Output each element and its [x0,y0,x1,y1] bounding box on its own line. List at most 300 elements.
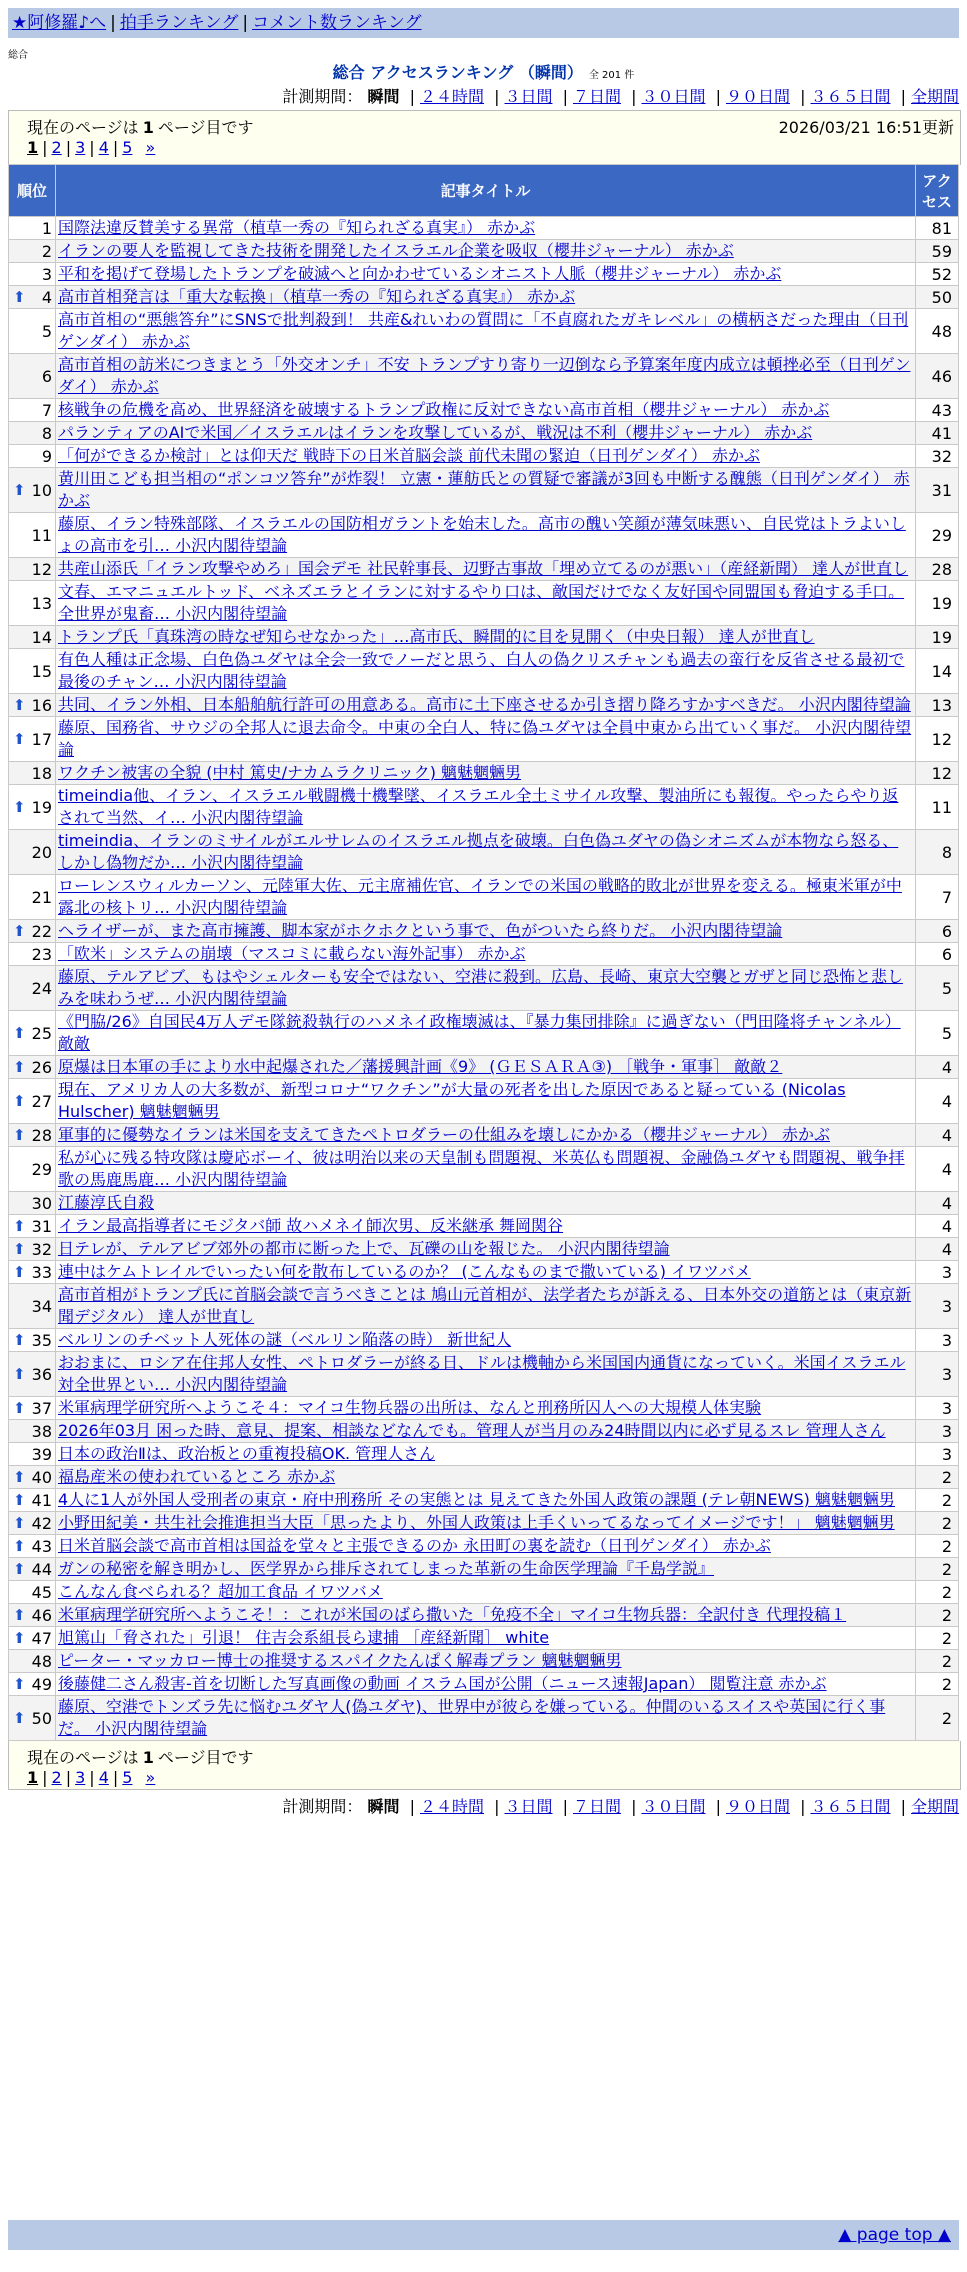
rank-up-arrow-icon: ⬆ [13,1674,26,1693]
rank-cell [9,468,56,513]
article-title-link[interactable]: 平和を掲げて登場したトランプを破滅へと向かわせているシオニスト人脈（櫻井ジャーナル） 赤かぶ [58,264,782,283]
title-cell [56,1558,916,1581]
period-label-bottom: 計測期間： [282,1797,363,1816]
rank-cell [9,399,56,422]
access-count: 3 [916,1352,959,1397]
access-count: 43 [916,399,959,422]
rank-number: 13 [31,593,52,613]
access-count: 4 [916,1124,959,1147]
article-title-link[interactable]: 藤原、空港でトンズラ先に悩むユダヤ人(偽ユダヤ)、世界中が彼らを嫌っている。仲間のいるスイスや英国に行く事だ。 小沢内閣待望論 [58,1697,886,1738]
article-title-link[interactable]: 共産山添氏「イラン攻撃やめろ」国会デモ 社民幹事長、辺野古事故「埋め立てるのが悪い」（産経新聞） 達人が世直し [58,559,909,578]
access-count: 12 [916,717,959,762]
rank-cell [9,1215,56,1238]
access-count: 4 [916,1215,959,1238]
access-count: 2 [916,1627,959,1650]
table-row [9,286,959,309]
article-title-link[interactable]: 現在、アメリカ人の大多数が、新型コロナ“ワクチン”が大量の死者を出した原因であると疑っている (Nicolas Hulscher) 魑魅魍魎男 [58,1080,846,1121]
rank-number: 28 [31,1125,52,1145]
table-row [9,445,959,468]
rank-cell [9,354,56,399]
access-count: 4 [916,1147,959,1192]
rank-cell [9,1489,56,1512]
rank-number: 39 [31,1444,52,1464]
rank-cell [9,1284,56,1329]
rank-number: 33 [31,1262,52,1282]
period-3d-link-bottom[interactable]: ３日間 [504,1797,553,1816]
rank-cell [9,1696,56,1741]
table-row [9,581,959,626]
comment-ranking-link[interactable]: コメント数ランキング [252,13,422,33]
article-title-link[interactable]: 核戦争の危機を高め、世界経済を破壊するトランプ政権に反対できない高市首相（櫻井ジャーナル） 赤かぶ [58,400,830,419]
article-title-link[interactable]: 軍事的に優勢なイランは米国を支えてきたペトロダラーの仕組みを壊しにかかる（櫻井ジャーナル） 赤かぶ [58,1125,830,1144]
title-cell [56,1352,916,1397]
title-cell [56,1397,916,1420]
access-count: 7 [916,875,959,920]
rank-number: 6 [41,366,52,386]
article-title-link[interactable]: 小野田紀美・共生社会推進担当大臣「思ったより、外国人政策は上手くいってるなってイメージです！」 魑魅魍魎男 [58,1513,895,1532]
period-3d-link[interactable]: ３日間 [504,87,553,106]
rank-cell [9,1079,56,1124]
article-title-link[interactable]: 米軍病理学研究所へようこそ！：これが米国のばら撒いた「免疫不全」マイコ生物兵器：全訳付き 代理投稿１ [58,1605,847,1624]
asyura-home-link[interactable]: ★阿修羅♪へ [12,13,107,33]
article-title-link[interactable]: ピーター・マッカロー博士の推奨するスパイクたんぱく解毒プラン 魑魅魍魎男 [58,1651,622,1670]
article-title-link[interactable]: 「何ができるか検討」とは仰天だ 戦時下の日米首脳会談 前代未聞の緊迫（日刊ゲンダイ） 赤かぶ [58,446,760,465]
title-cell [56,875,916,920]
table-row [9,1079,959,1124]
rank-up-arrow-icon: ⬆ [13,1216,26,1235]
article-title-link[interactable]: 福島産米の使われているところ 赤かぶ [58,1467,336,1486]
title-cell [56,422,916,445]
period-24h-link-bottom[interactable]: ２４時間 [419,1797,484,1816]
table-row [9,830,959,875]
rank-up-arrow-icon: ⬆ [13,287,26,306]
table-row [9,263,959,286]
access-count: 4 [916,1056,959,1079]
rank-number: 27 [31,1091,52,1111]
page-link-4-bottom[interactable]: 4 [98,1768,109,1787]
period-30d-link-bottom[interactable]: ３０日間 [641,1797,706,1816]
title-cell [56,1512,916,1535]
article-title-link[interactable]: ガンの秘密を解き明かし、医学界から排斥されてしまった革新の生命医学理論『千島学説』 [58,1559,715,1578]
title-cell [56,1650,916,1673]
rank-up-arrow-icon: ⬆ [13,1628,26,1647]
rank-cell [9,422,56,445]
title-cell [56,1011,916,1056]
title-cell [56,399,916,422]
rank-cell [9,920,56,943]
rank-up-arrow-icon: ⬆ [13,797,26,816]
rank-cell [9,1238,56,1261]
access-count: 3 [916,1284,959,1329]
title-cell [56,1466,916,1489]
rank-up-arrow-icon: ⬆ [13,921,26,940]
rank-cell [9,1673,56,1696]
rank-number: 46 [31,1605,52,1625]
table-row [9,422,959,445]
pager-top [8,110,961,165]
table-row [9,1650,959,1673]
rank-number: 22 [31,921,52,941]
page-link-3[interactable]: 3 [75,138,86,157]
table-row [9,1329,959,1352]
rank-number: 12 [31,559,52,579]
title-cell [56,1489,916,1512]
title-cell [56,920,916,943]
article-title-link[interactable]: 高市首相がトランプ氏に首脳会談で言うべきことは 鳩山元首相が、法学者たちが訴える、日本外交の道筋とは（東京新聞デジタル） 達人が世直し [58,1285,912,1326]
title-cell [56,1443,916,1466]
rank-cell [9,694,56,717]
period-90d-link[interactable]: ９０日間 [725,87,790,106]
rank-number: 9 [41,446,52,466]
rank-cell [9,1443,56,1466]
title-cell [56,513,916,558]
article-title-link[interactable]: 文春、エマニュエルトッド、ベネズエラとイランに対するやり口は、敵国だけでなく友好国や同盟国も脅迫する手口。全世界が鬼畜… 小沢内閣待望論 [58,582,905,623]
article-title-link[interactable]: ローレンスウィルカーソン、元陸軍大佐、元主席補佐官、イランでの米国の戦略的敗北が世界を変える。極東米軍が中露北の核トリ… 小沢内閣待望論 [58,876,902,917]
article-title-link[interactable]: 《門脇/26》自国民4万人デモ隊銃殺執行のハメネイ政権壊滅は、『暴力集団排除』に過ぎない（門田隆将チャンネル） 敵敵 [58,1012,901,1053]
page-link-2-bottom[interactable]: 2 [51,1768,62,1787]
rank-number: 4 [41,287,52,307]
period-current: 瞬間 [367,87,400,106]
title-cell [56,762,916,785]
period-365d-link[interactable]: ３６５日間 [810,87,891,106]
table-row [9,1192,959,1215]
table-row [9,966,959,1011]
article-title-link[interactable]: 日テレが、テルアビブ郊外の都市に断った上で、瓦礫の山を報じた。 小沢内閣待望論 [58,1239,670,1258]
article-title-link[interactable]: 有色人種は正念場、白色偽ユダヤは全会一致でノーだと思う、白人の偽クリスチャンも過去の蛮行を反省させる最初で最後のチャン… 小沢内閣待望論 [58,650,905,691]
title-cell [56,1215,916,1238]
table-row [9,1147,959,1192]
article-title-link[interactable]: timeindia他、イラン、イスラエル戦闘機十機撃墜、イスラエル全土ミサイル攻撃、製油所にも報復。やったらやり返されて当然、イ… 小沢内閣待望論 [58,786,899,827]
page-next-link-bottom[interactable]: » [145,1768,156,1787]
current-page-text: 現在のページは 1 ページ目です [27,118,254,137]
period-selector-bottom: 計測期間： 瞬間 | ２４時間 | ３日間 | ７日間 | ３０日間 | ９０日間 | ３６５日間 | 全期間 [282,1797,959,1816]
table-row [9,558,959,581]
access-count: 11 [916,785,959,830]
bottom-bar [8,2220,959,2250]
title-cell [56,1284,916,1329]
rank-number: 21 [31,887,52,907]
access-count: 14 [916,649,959,694]
article-title-link[interactable]: イラン最高指導者にモジタバ師 故ハメネイ師次男、反米継承 舞岡関谷 [58,1216,564,1235]
rank-number: 31 [31,1216,52,1236]
title-cell [56,966,916,1011]
rank-up-arrow-icon: ⬆ [13,1536,26,1555]
rank-cell [9,240,56,263]
rank-up-arrow-icon: ⬆ [13,1364,26,1383]
period-all-link[interactable]: 全期間 [910,87,959,106]
rank-cell [9,1558,56,1581]
rank-number: 47 [31,1628,52,1648]
table-row [9,1604,959,1627]
rank-number: 48 [31,1651,52,1671]
article-title-link[interactable]: 共同、イラン外相、日本船舶航行許可の用意ある。高市に土下座させるか引き摺り降ろすかすべきだ。 小沢内閣待望論 [58,695,911,714]
top-nav-bar [8,8,959,38]
rank-up-arrow-icon: ⬆ [13,1091,26,1110]
table-row [9,1673,959,1696]
rank-cell [9,513,56,558]
period-7d-link[interactable]: ７日間 [572,87,621,106]
period-30d-link[interactable]: ３０日間 [641,87,706,106]
rank-cell [9,717,56,762]
title-cell [56,445,916,468]
article-title-link[interactable]: 日本の政治Ⅱは、政治板との重複投稿OK. 管理人さん [58,1444,436,1463]
table-row [9,354,959,399]
title-cell [56,717,916,762]
access-count: 19 [916,581,959,626]
rank-cell [9,309,56,354]
rank-number: 43 [31,1536,52,1556]
rank-cell [9,445,56,468]
access-count: 2 [916,1512,959,1535]
table-row [9,1535,959,1558]
title-cell [56,468,916,513]
rank-cell [9,1627,56,1650]
access-count: 8 [916,830,959,875]
rank-number: 3 [41,264,52,284]
table-row [9,468,959,513]
table-row [9,1397,959,1420]
rank-cell [9,875,56,920]
rank-number: 14 [31,627,52,647]
access-count: 81 [916,217,959,240]
access-count: 59 [916,240,959,263]
rank-number: 44 [31,1559,52,1579]
rank-number: 15 [31,661,52,681]
article-title-link[interactable]: 黄川田こども担当相の“ポンコツ答弁”が炸裂！ 立憲・蓮舫氏との質疑で審議が3回も中断する醜態（日刊ゲンダイ） 赤かぶ [58,469,910,510]
page-current: 1 [27,138,39,157]
title-cell [56,240,916,263]
rank-cell [9,558,56,581]
table-row [9,1466,959,1489]
article-title-link[interactable]: 藤原、テルアビブ、もはやシェルターも安全ではない、空港に殺到。広島、長崎、東京大空襲とガザと同じ恐怖と悲しみを味わうぜ… 小沢内閣待望論 [58,967,903,1008]
article-title-link[interactable]: 「欧米」システムの崩壊（マスコミに載らない海外記事） 赤かぶ [58,944,526,963]
access-count: 2 [916,1466,959,1489]
rank-cell [9,217,56,240]
page-link-3-bottom[interactable]: 3 [75,1768,86,1787]
page-links: 1 | 2 | 3 | 4 | 5 » [27,138,156,157]
rank-up-arrow-icon: ⬆ [13,1023,26,1042]
rank-up-arrow-icon: ⬆ [13,1330,26,1349]
ranking-title: 総合 アクセスランキング （瞬間） [332,63,583,82]
category-label: 総合 [8,50,28,61]
table-row [9,649,959,694]
access-count: 31 [916,468,959,513]
title-cell [56,785,916,830]
header-rank: 順位 [9,165,56,217]
title-cell [56,217,916,240]
article-title-link[interactable]: 藤原、国務省、サウジの全邦人に退去命令。中東の全白人、特に偽ユダヤは全員中東から出ていく事だ。 小沢内閣待望論 [58,718,912,759]
table-row [9,1558,959,1581]
table-row [9,762,959,785]
article-title-link[interactable]: 連中はケムトレイルでいったい何を散布しているのか？ (こんなものまで撒いている) イワツバメ [58,1262,751,1281]
table-row [9,920,959,943]
access-count: 6 [916,943,959,966]
period-7d-link-bottom[interactable]: ７日間 [572,1797,621,1816]
rank-cell [9,1535,56,1558]
period-90d-link-bottom[interactable]: ９０日間 [725,1797,790,1816]
table-row [9,717,959,762]
period-current-bottom: 瞬間 [367,1797,400,1816]
title-cell [56,1238,916,1261]
access-count: 41 [916,422,959,445]
article-title-link[interactable]: ワクチン被害の全貌 (中村 篤史/ナカムラクリニック) 魑魅魍魎男 [58,763,522,782]
rank-up-arrow-icon: ⬆ [13,1467,26,1486]
table-row [9,513,959,558]
title-cell [56,581,916,626]
rank-cell [9,1420,56,1443]
page-link-5[interactable]: 5 [122,138,133,157]
table-row [9,1420,959,1443]
table-row [9,217,959,240]
table-row [9,309,959,354]
title-cell [56,1627,916,1650]
article-title-link[interactable]: 旭篤山「脅された」引退！ 住吉会系組長ら逮捕 ［産経新聞］ white [58,1628,550,1647]
rank-cell [9,1581,56,1604]
rank-cell [9,581,56,626]
rank-number: 35 [31,1330,52,1350]
access-count: 48 [916,309,959,354]
rank-number: 19 [31,797,52,817]
article-title-link[interactable]: こんなん食べられる？超加工食品 イワツバメ [58,1582,383,1601]
access-count: 46 [916,354,959,399]
article-title-link[interactable]: 原爆は日本軍の手により水中起爆された／藩援興計画《9》 (ＧＥＳＡＲＡ③) ［戦争・軍事］ 敵敵２ [58,1057,783,1076]
title-cell [56,1192,916,1215]
article-title-link[interactable]: 日米首脳会談で高市首相は国益を堂々と主張できるのか 永田町の裏を読む（日刊ゲンダイ） 赤かぶ [58,1536,771,1555]
total-count: 全 201 件 [588,70,635,81]
rank-cell [9,1124,56,1147]
rank-number: 50 [31,1708,52,1728]
table-row [9,1056,959,1079]
title-cell [56,1581,916,1604]
title-cell [56,263,916,286]
article-title-link[interactable]: 江藤淳氏自殺 [58,1193,155,1212]
article-title-link[interactable]: 私が心に残る特攻隊は慶応ボーイ、彼は明治以来の天皇制も問題視、米英仏も問題視、金融偽ユダヤも問題視、戦争拝歌の馬鹿馬鹿… 小沢内閣待望論 [58,1148,905,1189]
rank-number: 1 [41,218,52,238]
article-title-link[interactable]: 4人に1人が外国人受刑者の東京・府中刑務所 その実態とは 見えてきた外国人政策の課題 (テレ朝NEWS) 魑魅魍魎男 [58,1490,895,1509]
access-count: 5 [916,966,959,1011]
rank-cell [9,1397,56,1420]
nav-separator: | [110,13,116,33]
access-count: 13 [916,694,959,717]
page-link-4[interactable]: 4 [98,138,109,157]
applause-ranking-link[interactable]: 拍手ランキング [119,13,239,33]
access-count: 4 [916,1079,959,1124]
article-title-link[interactable]: timeindia、イランのミサイルがエルサレムのイスラエル拠点を破壊。白色偽ユダヤの偽シオニズムが本物なら怒る、しかし偽物だか… 小沢内閣待望論 [58,831,899,872]
ranking-table [8,164,959,1741]
page-link-5-bottom[interactable]: 5 [122,1768,133,1787]
page-next-link[interactable]: » [145,138,156,157]
article-title-link[interactable]: 高市首相の“悪態答弁”にSNSで批判殺到！ 共産&れいわの質問に「不貞腐れたガキレベル」の横柄さだった理由（日刊ゲンダイ） 赤かぶ [58,310,909,351]
page-links-bottom: 1 | 2 | 3 | 4 | 5 » [27,1768,156,1787]
rank-cell [9,943,56,966]
rank-number: 16 [31,695,52,715]
table-row [9,1215,959,1238]
period-all-link-bottom[interactable]: 全期間 [910,1797,959,1816]
table-row [9,1512,959,1535]
access-count: 2 [916,1650,959,1673]
article-title-link[interactable]: 2026年03月 困った時、意見、提案、相談などなんでも。管理人が当月のみ24時間以内に必ず見るスレ 管理人さん [58,1421,886,1440]
rank-up-arrow-icon: ⬆ [13,695,26,714]
article-title-link[interactable]: トランプ氏「真珠湾の時なぜ知らせなかった」…高市氏、瞬間的に目を見開く（中央日報） 達人が世直し [58,627,815,646]
rank-up-arrow-icon: ⬆ [13,1513,26,1532]
title-cell [56,354,916,399]
access-count: 12 [916,762,959,785]
rank-up-arrow-icon: ⬆ [13,1708,26,1727]
period-selector-top: 計測期間： 瞬間 | ２４時間 | ３日間 | ７日間 | ３０日間 | ９０日間 | ３６５日間 | 全期間 [282,87,959,106]
access-count: 2 [916,1558,959,1581]
article-title-link[interactable]: おおまに、ロシア在住邦人女性、ペトロダラーが終る日、ドルは機軸から米国国内通貨になっていく。米国イスラエル対全世界とい… 小沢内閣待望論 [58,1353,906,1394]
rank-up-arrow-icon: ⬆ [13,1057,26,1076]
rank-number: 7 [41,400,52,420]
title-cell [56,694,916,717]
current-page-text-bottom: 現在のページは 1 ページ目です [27,1748,254,1767]
rank-number: 45 [31,1582,52,1602]
article-title-link[interactable]: 高市首相の訪米につきまとう「外交オンチ」不安 トランプすり寄り一辺倒なら予算案年度内成立は頓挫必至（日刊ゲンダイ） 赤かぶ [58,355,911,396]
table-row [9,1581,959,1604]
period-365d-link-bottom[interactable]: ３６５日間 [810,1797,891,1816]
header-access: アクセス [916,165,959,217]
rank-up-arrow-icon: ⬆ [13,1559,26,1578]
article-title-link[interactable]: 高市首相発言は「重大な転換」（植草一秀の『知られざる真実』） 赤かぶ [58,287,576,306]
access-count: 2 [916,1535,959,1558]
article-title-link[interactable]: 藤原、イラン特殊部隊、イスラエルの国防相ガラントを始末した。高市の醜い笑顔が薄気味悪い、自民党はトラよいしょの高市を引… 小沢内閣待望論 [58,514,906,555]
rank-number: 34 [31,1296,52,1316]
access-count: 3 [916,1261,959,1284]
article-title-link[interactable]: パランティアのAIで米国／イスラエルはイランを攻撃しているが、戦況は不利（櫻井ジャーナル） 赤かぶ [58,423,813,442]
article-title-link[interactable]: 国際法違反賛美する異常（植草一秀の『知られざる真実』） 赤かぶ [58,218,536,237]
rank-cell [9,626,56,649]
rank-cell [9,1056,56,1079]
access-count: 3 [916,1420,959,1443]
page-title [0,60,967,83]
title-cell [56,1673,916,1696]
rank-number: 41 [31,1490,52,1510]
rank-up-arrow-icon: ⬆ [13,1605,26,1624]
rank-number: 25 [31,1023,52,1043]
pager-bottom [8,1741,961,1790]
nav-separator: | [242,13,249,33]
period-24h-link[interactable]: ２４時間 [419,87,484,106]
access-count: 2 [916,1673,959,1696]
access-count: 28 [916,558,959,581]
table-row [9,399,959,422]
title-cell [56,1147,916,1192]
article-title-link[interactable]: 米軍病理学研究所へようこそ４：マイコ生物兵器の出所は、なんと刑務所囚人への大規模人体実験 [58,1398,762,1417]
access-count: 6 [916,920,959,943]
article-title-link[interactable]: イランの要人を監視してきた技術を開発したイスラエル企業を吸収（櫻井ジャーナル） 赤かぶ [58,241,734,260]
article-title-link[interactable]: 後藤健二さん殺害-首を切断した写真画像の動画 イスラム国が公開（ニュース速報Japan） 閲覧注意 赤かぶ [58,1674,827,1693]
table-row [9,1284,959,1329]
access-count: 19 [916,626,959,649]
title-cell [56,1535,916,1558]
article-title-link[interactable]: ヘライザーが、また高市擁護、脚本家がホクホクという事で、色がついたら終りだ。 小沢内閣待望論 [58,921,783,940]
access-count: 3 [916,1443,959,1466]
rank-number: 11 [31,525,52,545]
page-top-link[interactable]: ▲ page top ▲ [838,2225,951,2245]
table-row [9,626,959,649]
title-cell [56,558,916,581]
rank-number: 23 [31,944,52,964]
rank-cell [9,286,56,309]
page-link-2[interactable]: 2 [51,138,62,157]
updated-timestamp: 2026/03/21 16:51更新 [778,118,954,137]
article-title-link[interactable]: ベルリンのチベット人死体の謎（ベルリン陥落の時） 新世紀人 [58,1330,512,1349]
rank-up-arrow-icon: ⬆ [13,1398,26,1417]
table-row [9,1011,959,1056]
rank-cell [9,1192,56,1215]
rank-cell [9,1650,56,1673]
rank-cell [9,1261,56,1284]
